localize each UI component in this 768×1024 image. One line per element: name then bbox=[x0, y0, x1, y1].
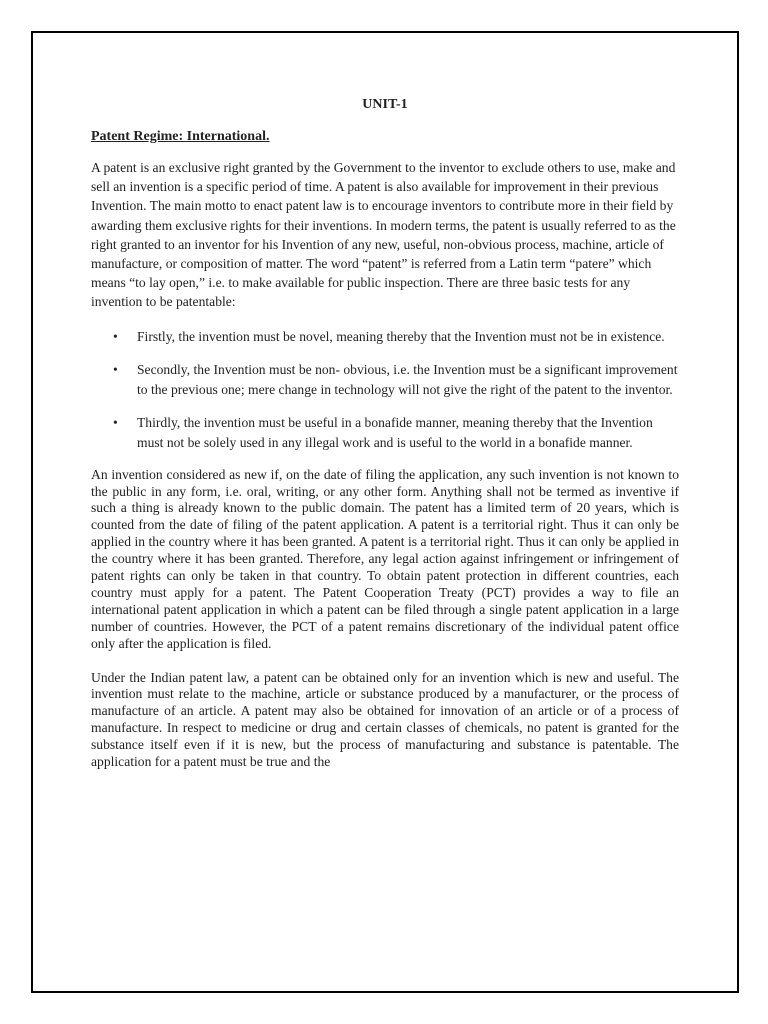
list-item bbox=[91, 413, 679, 452]
intro-paragraph: A patent is an exclusive right granted by the Government to the inventor to exclude others to use, make and sell an invention is a specific period of time. A patent is also available for improvement in their previous Invention. The main motto to enact patent law is to encourage inventors to contribute more in their field by awarding them exclusive rights for their inventions. In modern terms, the patent is usually referred to as the right granted to an inventor for his Invention of any new, useful, non-obvious process, machine, article of manufacture, or composition of matter. The word “patent” is referred from a Latin term “patere” which means “to lay open,” i.e. to make available for public inspection. There are three basic tests for any invention to be patentable: bbox=[91, 160, 676, 310]
novelty-paragraph: An invention considered as new if, on the date of filing the application, any such invention is not known to the public in any form, i.e. oral, writing, or any other form. Anything shall not be termed as inventive if such a thing is already known to the public domain. The patent has a limited term of 20 years, which is counted from the date of filing of the patent application. A patent is a territorial right. Thus it can only be applied in the country where it has been granted. A patent is a territorial right. Thus it can only be applied in the country where it has been granted. Therefore, any legal action against infringement or infringement of patent rights can only be taken in that country. To obtain patent protection in different countries, each country must apply for a patent. The Patent Cooperation Treaty (PCT) provides a way to file an international patent application in which a patent can be filed through a single patent application in a large number of countries. However, the PCT of a patent remains discretionary of the individual patent office only after the application is filed. bbox=[91, 466, 679, 651]
list-item-text: Thirdly, the invention must be useful in a bonafide manner, meaning thereby that the Invention must not be solely used in any illegal work and is useful to the world in a bonafide manner. bbox=[137, 415, 653, 450]
indian-law-paragraph: Under the Indian patent law, a patent can be obtained only for an invention which is new and useful. The invention must relate to the machine, article or substance produced by a manufacturer, or the process of manufacture of an article. A patent may also be obtained for innovation of an article or of a process of manufacture. In respect to medicine or drug and certain classes of chemicals, no patent is granted for the substance itself even if it is new, but the process of manufacturing and substance is patentable. The application for a patent must be true and the bbox=[91, 669, 679, 770]
section-heading: Patent Regime: International. bbox=[91, 129, 270, 144]
page-title: UNIT-1 bbox=[362, 97, 408, 112]
document-content bbox=[91, 96, 679, 771]
bullet-icon: • bbox=[113, 328, 118, 344]
list-item-text: Firstly, the invention must be novel, meaning thereby that the Invention must not be in existence. bbox=[137, 328, 665, 344]
document-page bbox=[31, 31, 739, 993]
list-item bbox=[91, 360, 679, 399]
patentability-tests-list bbox=[91, 327, 679, 453]
bullet-icon: • bbox=[113, 362, 118, 378]
list-item-text: Secondly, the Invention must be non- obvious, i.e. the Invention must be a significant improvement to the previous one; mere change in technology will not give the right of the patent to the inventor. bbox=[137, 362, 678, 397]
bullet-icon: • bbox=[113, 415, 118, 431]
list-item bbox=[91, 327, 679, 347]
paragraph-spacer bbox=[91, 653, 679, 670]
